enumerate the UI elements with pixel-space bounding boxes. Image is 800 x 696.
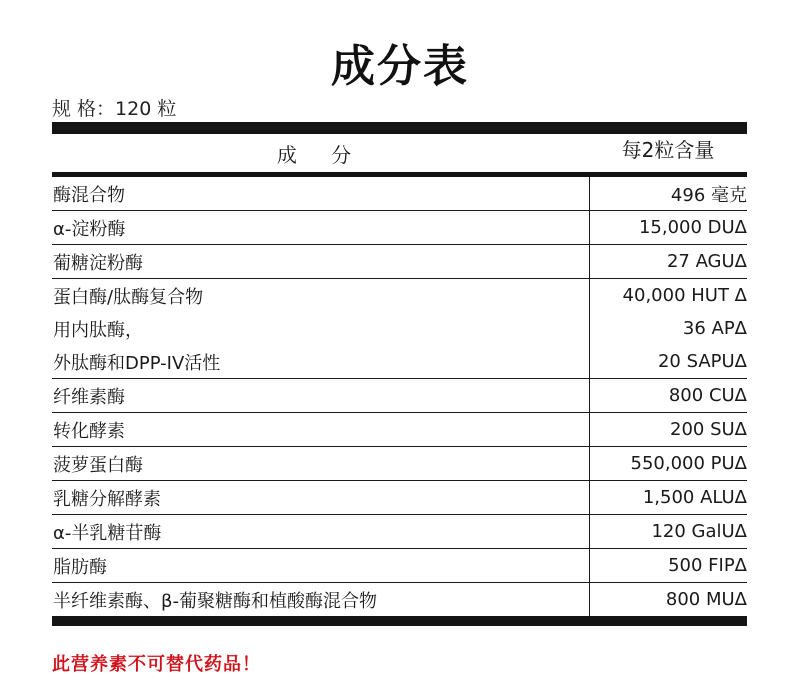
ingredient-name: 葡糖淀粉酶 (53, 252, 143, 274)
ingredient-amount: 500 FIPΔ (589, 549, 747, 582)
table-row (52, 177, 747, 210)
table-row (52, 548, 747, 582)
table-row (52, 582, 747, 616)
ingredient-amount: 120 GalUΔ (589, 515, 747, 548)
ingredient-amount: 800 CUΔ (589, 379, 747, 412)
ingredient-amount: 1,500 ALUΔ (589, 481, 747, 514)
table-row (52, 378, 747, 412)
ingredient-name: 菠萝蛋白酶 (53, 454, 143, 476)
table-row (52, 514, 747, 548)
table-row (52, 278, 747, 312)
ingredient-amount: 550,000 PUΔ (589, 447, 747, 480)
table-row (52, 312, 747, 345)
table-row (52, 244, 747, 278)
header-amount: 每2粒含量 (621, 138, 715, 162)
table-row (52, 345, 747, 378)
spec-text: 规 格：120 粒 (52, 98, 177, 120)
ingredient-amount: 200 SUΔ (589, 413, 747, 446)
table-header (52, 134, 747, 172)
ingredient-amount: 496 毫克 (589, 177, 747, 210)
ingredient-name: α-半乳糖苷酶 (53, 522, 162, 544)
ingredient-name: 蛋白酶/肽酶复合物 (53, 286, 204, 308)
ingredient-name: α-淀粉酶 (53, 218, 126, 240)
table-row (52, 446, 747, 480)
table-row (52, 480, 747, 514)
ingredient-amount: 15,000 DUΔ (589, 211, 747, 244)
header-name: 成 分 (276, 142, 366, 167)
ingredient-amount: 800 MUΔ (589, 583, 747, 616)
ingredients-table (52, 122, 747, 626)
table-row (52, 210, 747, 244)
ingredient-name: 半纤维素酶、β-葡聚糖酶和植酸酶混合物 (53, 590, 377, 612)
ingredient-amount: 40,000 HUT Δ (589, 279, 747, 312)
table-top-rule (52, 122, 747, 134)
ingredient-amount: 36 APΔ (589, 312, 747, 345)
ingredient-name: 乳糖分解酵素 (53, 488, 161, 510)
table-row (52, 412, 747, 446)
warning-note: 此营养素不可替代药品！ (52, 654, 261, 675)
ingredient-name: 酶混合物 (53, 184, 125, 206)
ingredient-name: 纤维素酶 (53, 386, 125, 408)
table-bottom-rule (52, 616, 747, 626)
ingredient-name: 外肽酶和DPP-IV活性 (53, 352, 221, 374)
ingredient-name: 用内肽酶， (53, 319, 143, 341)
page-title: 成分表 (331, 41, 469, 92)
ingredient-name: 脂肪酶 (53, 556, 107, 578)
ingredient-name: 转化酵素 (53, 420, 125, 442)
ingredient-amount: 27 AGUΔ (589, 245, 747, 278)
ingredient-amount: 20 SAPUΔ (589, 345, 747, 378)
